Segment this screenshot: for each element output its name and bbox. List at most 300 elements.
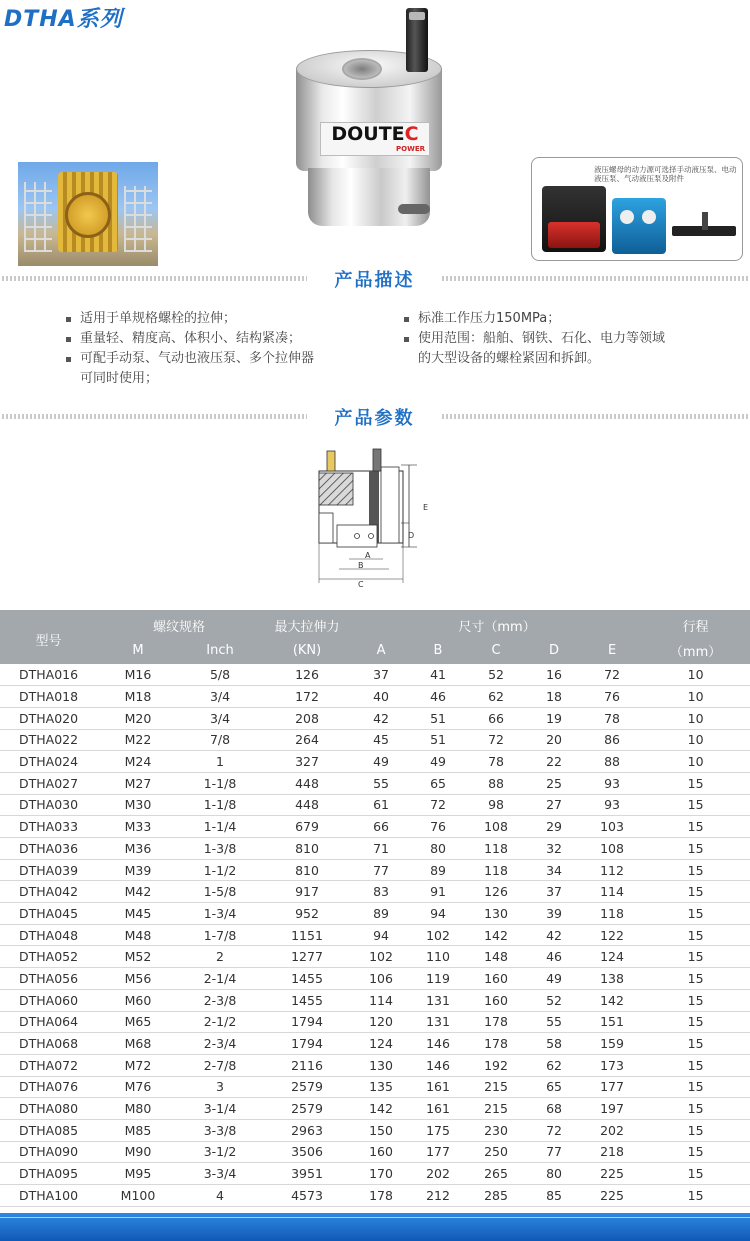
cell-dim-b: 146 <box>409 1054 467 1076</box>
cell-dim-d: 25 <box>525 772 583 794</box>
cell-dim-a: 135 <box>353 1076 409 1098</box>
cell-thread-m: M52 <box>97 946 179 968</box>
cell-dim-b: 131 <box>409 1011 467 1033</box>
cell-model: DTHA022 <box>0 729 97 751</box>
cell-dim-b: 91 <box>409 881 467 903</box>
header-model: 型号 <box>0 610 97 664</box>
cell-dim-c: 285 <box>467 1185 525 1207</box>
cell-dim-a: 89 <box>353 903 409 925</box>
list-item-text: 使用范围：船舶、钢铁、石化、电力等领域 <box>418 331 666 346</box>
cell-force: 4573 <box>261 1185 353 1207</box>
hydraulic-fitting-icon <box>406 8 428 72</box>
hand-pump-image <box>672 212 738 242</box>
header-stroke: 行程 <box>641 610 750 637</box>
list-item-continuation: 可同时使用； <box>80 371 159 386</box>
cell-stroke: 15 <box>641 989 750 1011</box>
cell-thread-inch: 1-7/8 <box>179 924 261 946</box>
electric-pump-image <box>542 186 606 252</box>
cell-model: DTHA052 <box>0 946 97 968</box>
dim-label-d: D <box>408 531 415 540</box>
cell-thread-inch: 3-1/2 <box>179 1141 261 1163</box>
cell-dim-b: 65 <box>409 772 467 794</box>
cell-stroke: 15 <box>641 1033 750 1055</box>
cell-thread-inch: 2-3/8 <box>179 989 261 1011</box>
header-dims: 尺寸（mm） <box>353 610 641 637</box>
table-row <box>0 1054 750 1076</box>
cell-thread-m: M20 <box>97 707 179 729</box>
cell-thread-m: M95 <box>97 1163 179 1185</box>
cell-model: DTHA056 <box>0 968 97 990</box>
cell-stroke: 15 <box>641 859 750 881</box>
footer-bar <box>0 1213 750 1241</box>
table-row <box>0 968 750 990</box>
cell-dim-d: 77 <box>525 1141 583 1163</box>
cell-dim-e: 72 <box>583 664 641 686</box>
cell-dim-b: 131 <box>409 989 467 1011</box>
cell-dim-d: 58 <box>525 1033 583 1055</box>
cell-dim-c: 108 <box>467 816 525 838</box>
cell-dim-e: 124 <box>583 946 641 968</box>
cell-model: DTHA100 <box>0 1185 97 1207</box>
cell-thread-inch: 7/8 <box>179 729 261 751</box>
cell-dim-d: 72 <box>525 1119 583 1141</box>
cell-stroke: 15 <box>641 1054 750 1076</box>
cell-thread-m: M56 <box>97 968 179 990</box>
header-force-unit: (KN) <box>261 637 353 664</box>
cell-thread-m: M65 <box>97 1011 179 1033</box>
cell-dim-d: 37 <box>525 881 583 903</box>
description-header <box>0 266 750 292</box>
cell-dim-c: 72 <box>467 729 525 751</box>
cell-model: DTHA072 <box>0 1054 97 1076</box>
cell-dim-c: 88 <box>467 772 525 794</box>
cell-dim-b: 80 <box>409 838 467 860</box>
cell-dim-d: 29 <box>525 816 583 838</box>
table-row <box>0 1119 750 1141</box>
cell-thread-inch: 3 <box>179 1076 261 1098</box>
header-stroke-unit: （mm） <box>641 637 750 664</box>
dim-label-c: C <box>358 580 364 588</box>
cell-dim-b: 102 <box>409 924 467 946</box>
table-row <box>0 751 750 773</box>
header-thread-inch: Inch <box>179 637 261 664</box>
cell-dim-b: 212 <box>409 1185 467 1207</box>
cell-model: DTHA016 <box>0 664 97 686</box>
cell-thread-m: M16 <box>97 664 179 686</box>
cell-dim-e: 138 <box>583 968 641 990</box>
cell-dim-e: 86 <box>583 729 641 751</box>
pump-note: 液压螺母的动力源可选择手动液压泵、电动液压泵、气动液压泵及附件 <box>594 165 737 183</box>
table-row <box>0 1185 750 1207</box>
cell-dim-a: 106 <box>353 968 409 990</box>
list-item-text: 重量轻、精度高、体积小、结构紧凑； <box>80 331 302 346</box>
cell-thread-inch: 1-1/4 <box>179 816 261 838</box>
cell-stroke: 15 <box>641 1011 750 1033</box>
cell-force: 1455 <box>261 968 353 990</box>
cell-force: 448 <box>261 772 353 794</box>
cell-dim-c: 160 <box>467 968 525 990</box>
brand-name <box>321 123 429 145</box>
table-row <box>0 772 750 794</box>
table-row <box>0 1141 750 1163</box>
cell-dim-a: 66 <box>353 816 409 838</box>
cell-dim-b: 51 <box>409 707 467 729</box>
cell-dim-d: 68 <box>525 1098 583 1120</box>
cell-force: 679 <box>261 816 353 838</box>
table-row <box>0 816 750 838</box>
cell-dim-e: 78 <box>583 707 641 729</box>
cell-force: 952 <box>261 903 353 925</box>
brand-label <box>320 122 430 156</box>
cell-stroke: 10 <box>641 707 750 729</box>
cell-thread-m: M36 <box>97 838 179 860</box>
cell-dim-e: 159 <box>583 1033 641 1055</box>
list-item <box>66 309 366 329</box>
list-item <box>404 309 724 329</box>
product-hole <box>342 58 382 80</box>
cell-thread-m: M27 <box>97 772 179 794</box>
cell-dim-d: 80 <box>525 1163 583 1185</box>
cell-thread-inch: 3-1/4 <box>179 1098 261 1120</box>
description-list-left <box>66 309 366 389</box>
cell-dim-d: 62 <box>525 1054 583 1076</box>
header-thread: 螺纹规格 <box>97 610 261 637</box>
cell-model: DTHA095 <box>0 1163 97 1185</box>
scaffold-graphic <box>24 182 52 252</box>
params-header <box>0 404 750 430</box>
cell-dim-e: 225 <box>583 1163 641 1185</box>
table-row <box>0 686 750 708</box>
table-row <box>0 989 750 1011</box>
cell-dim-e: 225 <box>583 1185 641 1207</box>
cell-thread-inch: 2-1/4 <box>179 968 261 990</box>
brand-name-main: DOUTE <box>331 123 405 145</box>
cell-dim-c: 215 <box>467 1098 525 1120</box>
cell-dim-b: 175 <box>409 1119 467 1141</box>
table-row <box>0 1163 750 1185</box>
cell-thread-inch: 3-3/4 <box>179 1163 261 1185</box>
cell-thread-m: M33 <box>97 816 179 838</box>
product-image <box>294 8 444 233</box>
cell-dim-a: 45 <box>353 729 409 751</box>
cell-dim-a: 77 <box>353 859 409 881</box>
cell-stroke: 10 <box>641 686 750 708</box>
cell-dim-c: 178 <box>467 1011 525 1033</box>
cell-model: DTHA033 <box>0 816 97 838</box>
cell-force: 208 <box>261 707 353 729</box>
cell-dim-c: 78 <box>467 751 525 773</box>
cell-dim-c: 52 <box>467 664 525 686</box>
flange-graphic <box>65 192 111 238</box>
cell-thread-inch: 4 <box>179 1185 261 1207</box>
table-row <box>0 664 750 686</box>
cell-dim-b: 177 <box>409 1141 467 1163</box>
cell-dim-a: 130 <box>353 1054 409 1076</box>
cell-dim-d: 20 <box>525 729 583 751</box>
table-row <box>0 1033 750 1055</box>
cell-dim-a: 150 <box>353 1119 409 1141</box>
cell-dim-a: 170 <box>353 1163 409 1185</box>
cell-dim-d: 18 <box>525 686 583 708</box>
cell-thread-inch: 5/8 <box>179 664 261 686</box>
table-row <box>0 838 750 860</box>
cell-thread-m: M48 <box>97 924 179 946</box>
cell-thread-inch: 2 <box>179 946 261 968</box>
cell-model: DTHA048 <box>0 924 97 946</box>
table-row <box>0 946 750 968</box>
cell-thread-inch: 1-1/8 <box>179 772 261 794</box>
cell-dim-e: 108 <box>583 838 641 860</box>
cell-thread-m: M68 <box>97 1033 179 1055</box>
cell-dim-b: 72 <box>409 794 467 816</box>
scaffold-graphic <box>124 186 152 252</box>
cell-dim-b: 89 <box>409 859 467 881</box>
cell-thread-m: M72 <box>97 1054 179 1076</box>
table-row <box>0 924 750 946</box>
cell-dim-e: 202 <box>583 1119 641 1141</box>
cell-dim-b: 46 <box>409 686 467 708</box>
cell-dim-a: 42 <box>353 707 409 729</box>
cell-force: 448 <box>261 794 353 816</box>
cell-dim-c: 215 <box>467 1076 525 1098</box>
cell-model: DTHA024 <box>0 751 97 773</box>
cell-force: 1455 <box>261 989 353 1011</box>
cell-dim-d: 42 <box>525 924 583 946</box>
cell-dim-c: 265 <box>467 1163 525 1185</box>
cell-dim-b: 161 <box>409 1076 467 1098</box>
cell-dim-b: 202 <box>409 1163 467 1185</box>
cell-thread-m: M39 <box>97 859 179 881</box>
cell-dim-a: 120 <box>353 1011 409 1033</box>
cell-stroke: 15 <box>641 903 750 925</box>
table-row <box>0 1098 750 1120</box>
cell-thread-m: M24 <box>97 751 179 773</box>
cell-model: DTHA060 <box>0 989 97 1011</box>
cell-dim-c: 178 <box>467 1033 525 1055</box>
cell-dim-a: 160 <box>353 1141 409 1163</box>
header-dim-c: C <box>467 637 525 664</box>
cell-force: 1151 <box>261 924 353 946</box>
cell-force: 3506 <box>261 1141 353 1163</box>
cell-dim-a: 124 <box>353 1033 409 1055</box>
divider <box>2 414 307 419</box>
cell-dim-c: 126 <box>467 881 525 903</box>
cell-thread-inch: 1-3/8 <box>179 838 261 860</box>
cell-stroke: 15 <box>641 881 750 903</box>
cell-dim-b: 110 <box>409 946 467 968</box>
table-row <box>0 729 750 751</box>
cell-model: DTHA027 <box>0 772 97 794</box>
pump-card <box>531 157 743 261</box>
cell-dim-d: 32 <box>525 838 583 860</box>
cell-force: 1794 <box>261 1011 353 1033</box>
cell-dim-c: 250 <box>467 1141 525 1163</box>
cell-model: DTHA039 <box>0 859 97 881</box>
cell-dim-a: 114 <box>353 989 409 1011</box>
cell-thread-inch: 2-1/2 <box>179 1011 261 1033</box>
cell-thread-inch: 1 <box>179 751 261 773</box>
cell-thread-inch: 1-1/8 <box>179 794 261 816</box>
cell-thread-inch: 2-7/8 <box>179 1054 261 1076</box>
brand-name-c: C <box>404 123 419 145</box>
table-row <box>0 903 750 925</box>
cell-stroke: 10 <box>641 729 750 751</box>
cell-stroke: 15 <box>641 946 750 968</box>
table-row <box>0 1011 750 1033</box>
cell-thread-m: M60 <box>97 989 179 1011</box>
cell-stroke: 15 <box>641 1098 750 1120</box>
cell-stroke: 15 <box>641 924 750 946</box>
cell-dim-c: 118 <box>467 859 525 881</box>
product-lower <box>308 168 430 226</box>
cell-dim-c: 148 <box>467 946 525 968</box>
description-list-right <box>404 309 724 369</box>
cell-model: DTHA076 <box>0 1076 97 1098</box>
cell-dim-e: 151 <box>583 1011 641 1033</box>
table-row <box>0 794 750 816</box>
description-title: 产品描述 <box>334 270 415 291</box>
cell-thread-inch: 3/4 <box>179 686 261 708</box>
cell-dim-b: 146 <box>409 1033 467 1055</box>
cell-model: DTHA042 <box>0 881 97 903</box>
cell-dim-d: 46 <box>525 946 583 968</box>
cell-model: DTHA030 <box>0 794 97 816</box>
cell-stroke: 15 <box>641 1163 750 1185</box>
cell-dim-e: 118 <box>583 903 641 925</box>
list-item <box>66 349 366 389</box>
cell-dim-b: 51 <box>409 729 467 751</box>
cell-dim-e: 103 <box>583 816 641 838</box>
cell-thread-m: M42 <box>97 881 179 903</box>
cell-stroke: 15 <box>641 968 750 990</box>
cell-dim-b: 41 <box>409 664 467 686</box>
cell-model: DTHA080 <box>0 1098 97 1120</box>
cell-thread-inch: 1-1/2 <box>179 859 261 881</box>
cell-thread-m: M80 <box>97 1098 179 1120</box>
cell-dim-d: 49 <box>525 968 583 990</box>
table-row <box>0 707 750 729</box>
site-photo <box>18 162 158 266</box>
cell-thread-m: M90 <box>97 1141 179 1163</box>
cell-dim-c: 192 <box>467 1054 525 1076</box>
list-item-text: 可配手动泵、气动也液压泵、多个拉伸器 <box>80 351 315 366</box>
cell-dim-b: 94 <box>409 903 467 925</box>
cell-model: DTHA068 <box>0 1033 97 1055</box>
cell-force: 327 <box>261 751 353 773</box>
cell-dim-e: 197 <box>583 1098 641 1120</box>
cell-dim-c: 142 <box>467 924 525 946</box>
cell-dim-d: 55 <box>525 1011 583 1033</box>
cell-dim-e: 173 <box>583 1054 641 1076</box>
list-item-text: 适用于单规格螺栓的拉伸； <box>80 311 237 326</box>
cell-dim-c: 98 <box>467 794 525 816</box>
list-item <box>66 329 366 349</box>
cell-force: 172 <box>261 686 353 708</box>
cell-model: DTHA020 <box>0 707 97 729</box>
cell-force: 126 <box>261 664 353 686</box>
cell-dim-c: 118 <box>467 838 525 860</box>
spec-table-body <box>0 664 750 1206</box>
cell-dim-a: 61 <box>353 794 409 816</box>
cell-dim-a: 40 <box>353 686 409 708</box>
header-dim-e: E <box>583 637 641 664</box>
cell-dim-a: 142 <box>353 1098 409 1120</box>
cell-stroke: 10 <box>641 751 750 773</box>
cell-dim-e: 218 <box>583 1141 641 1163</box>
params-title: 产品参数 <box>334 408 415 429</box>
cell-thread-inch: 3/4 <box>179 707 261 729</box>
cell-dim-a: 178 <box>353 1185 409 1207</box>
pneumatic-pump-image <box>612 198 666 254</box>
cell-thread-m: M18 <box>97 686 179 708</box>
cell-dim-b: 161 <box>409 1098 467 1120</box>
cell-force: 2579 <box>261 1098 353 1120</box>
divider <box>2 276 307 281</box>
cell-force: 264 <box>261 729 353 751</box>
cell-dim-d: 22 <box>525 751 583 773</box>
cell-dim-d: 52 <box>525 989 583 1011</box>
spec-table <box>0 610 750 1207</box>
cell-model: DTHA064 <box>0 1011 97 1033</box>
list-item <box>404 329 724 369</box>
cell-thread-m: M45 <box>97 903 179 925</box>
series-title: DTHA系列 <box>4 7 123 32</box>
cell-stroke: 15 <box>641 1185 750 1207</box>
cell-force: 917 <box>261 881 353 903</box>
cell-dim-a: 37 <box>353 664 409 686</box>
cell-model: DTHA045 <box>0 903 97 925</box>
list-item-text: 标准工作压力150MPa； <box>418 311 561 326</box>
cell-force: 2579 <box>261 1076 353 1098</box>
cell-dim-e: 93 <box>583 772 641 794</box>
cell-force: 3951 <box>261 1163 353 1185</box>
cell-dim-e: 142 <box>583 989 641 1011</box>
divider <box>442 276 748 281</box>
cell-thread-m: M100 <box>97 1185 179 1207</box>
cell-dim-e: 112 <box>583 859 641 881</box>
cell-force: 810 <box>261 838 353 860</box>
cell-stroke: 15 <box>641 1141 750 1163</box>
cell-dim-e: 177 <box>583 1076 641 1098</box>
cell-dim-a: 49 <box>353 751 409 773</box>
cell-dim-d: 39 <box>525 903 583 925</box>
header-dim-d: D <box>525 637 583 664</box>
header-dim-b: B <box>409 637 467 664</box>
cell-stroke: 15 <box>641 772 750 794</box>
brand-sub: POWER <box>396 145 425 153</box>
cell-dim-d: 34 <box>525 859 583 881</box>
cell-stroke: 15 <box>641 794 750 816</box>
cell-stroke: 15 <box>641 1076 750 1098</box>
cell-dim-c: 160 <box>467 989 525 1011</box>
header-thread-m: M <box>97 637 179 664</box>
cell-force: 2116 <box>261 1054 353 1076</box>
cell-stroke: 15 <box>641 816 750 838</box>
cell-thread-inch: 3-3/8 <box>179 1119 261 1141</box>
cell-model: DTHA018 <box>0 686 97 708</box>
cell-dim-e: 76 <box>583 686 641 708</box>
cell-dim-c: 66 <box>467 707 525 729</box>
dim-label-a: A <box>365 551 371 560</box>
cell-dim-d: 65 <box>525 1076 583 1098</box>
cell-thread-m: M76 <box>97 1076 179 1098</box>
cell-model: DTHA085 <box>0 1119 97 1141</box>
product-slot <box>398 204 430 214</box>
cell-model: DTHA090 <box>0 1141 97 1163</box>
cell-dim-b: 119 <box>409 968 467 990</box>
cell-dim-d: 27 <box>525 794 583 816</box>
cell-dim-c: 62 <box>467 686 525 708</box>
